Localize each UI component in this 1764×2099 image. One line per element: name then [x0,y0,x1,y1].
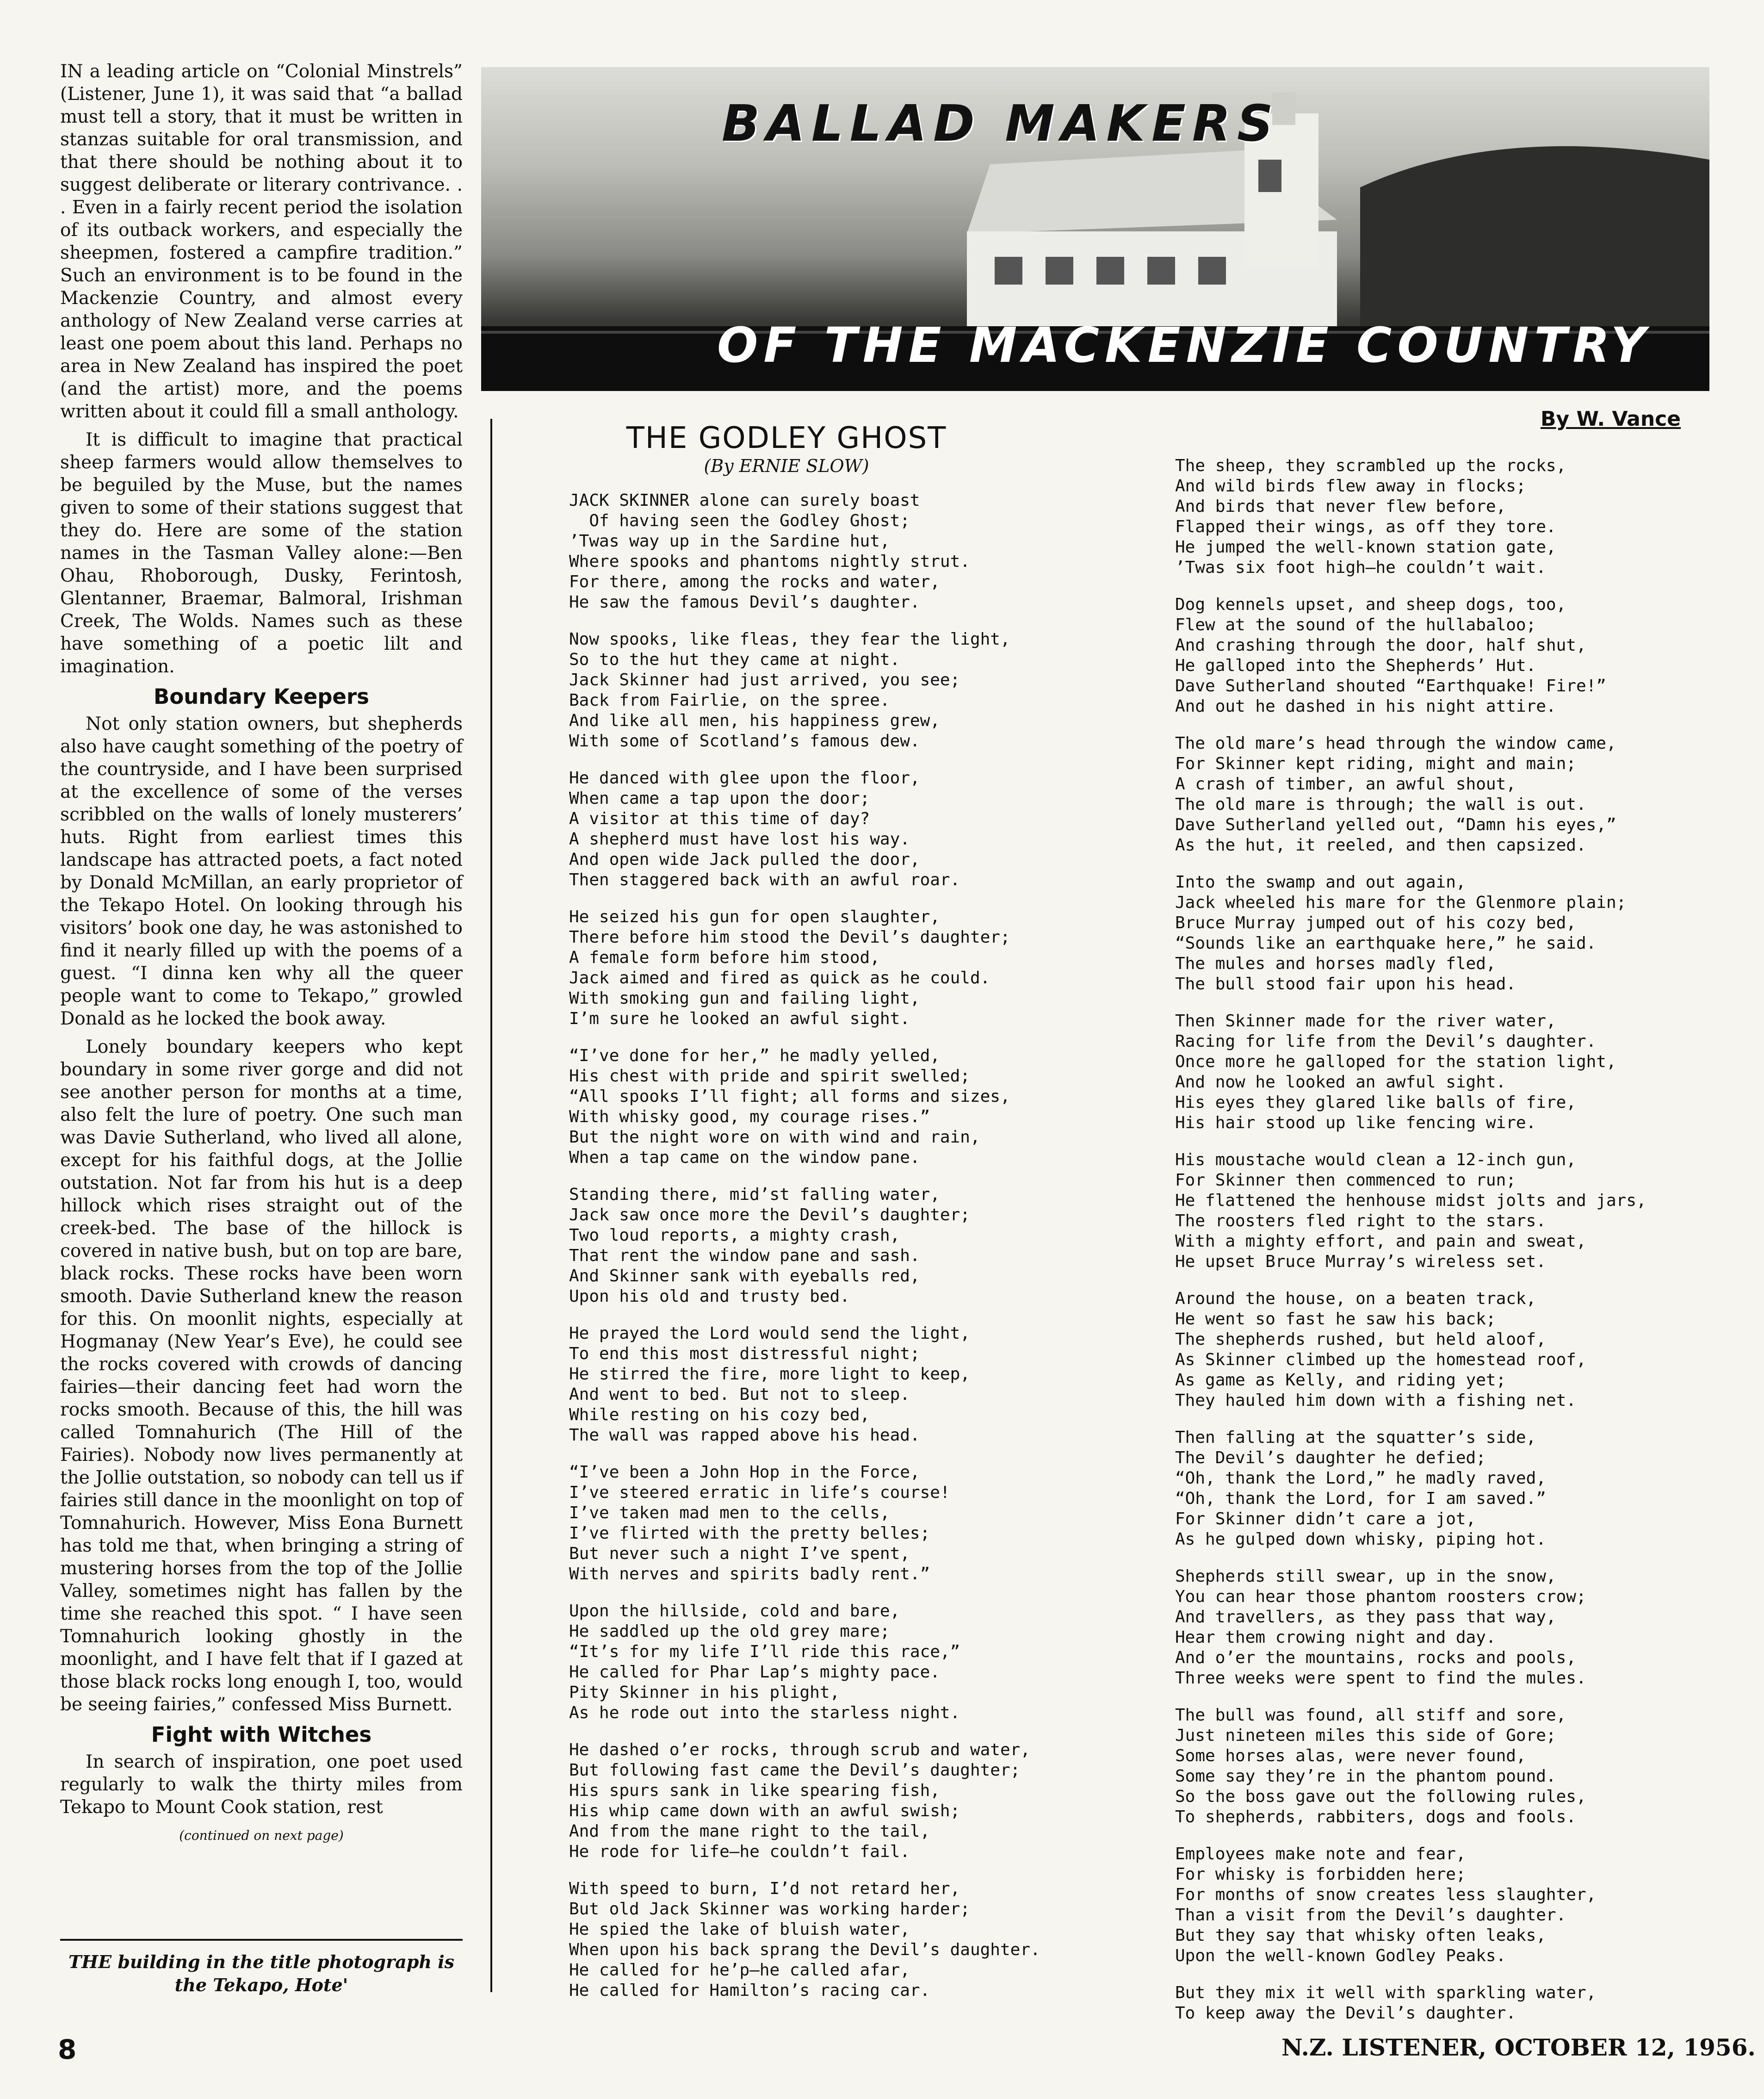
poem-line: Upon the well-known Godley Peaks. [1175,1946,1506,1965]
poem-line: For there, among the rocks and water, [569,572,940,591]
poem-title: THE GODLEY GHOST [626,421,947,455]
poem-stanza [569,1740,1124,1862]
poem-line: But they say that whisky often leaks, [1175,1926,1546,1945]
issue-footer: N.Z. LISTENER, OCTOBER 12, 1956. [1281,2034,1756,2061]
poem-line: But following fast came the Devil’s daughter; [569,1761,1021,1780]
poem-line: You can hear those phantom roosters crow; [1175,1587,1586,1606]
poem-line: The bull stood fair upon his head. [1175,975,1516,994]
poem-line: But never such a night I’ve spent, [569,1544,910,1563]
poem-line: Dave Sutherland shouted “Earthquake! Fire!” [1175,677,1606,696]
poem-line: Shepherds still swear, up in the snow, [1175,1567,1556,1586]
poem-line: I’ve taken mad men to the cells, [569,1503,890,1522]
poem-line: A shepherd must have lost his way. [569,830,910,849]
poem-line: To keep away the Devil’s daughter. [1175,2004,1516,2023]
poem-line: With a mighty effort, and pain and sweat, [1175,1232,1586,1251]
poem-line: And wild birds flew away in flocks; [1175,477,1526,496]
poem-line: For Skinner didn’t care a jot, [1175,1509,1476,1528]
column-divider [490,419,492,1992]
poem-column-2 [1175,456,1744,2040]
poem-line: “I’ve done for her,” he madly yelled, [569,1046,940,1065]
poem-line: For Skinner then commenced to run; [1175,1171,1516,1190]
poem-line: Flew at the sound of the hullabaloo; [1175,615,1536,634]
poem-line: Then falling at the squatter’s side, [1175,1428,1536,1447]
poem-line: Two loud reports, a mighty crash, [569,1226,900,1245]
poem-line: He jumped the well-known station gate, [1175,538,1556,557]
poem-line: But they mix it well with sparkling water, [1175,1983,1597,2002]
poem-line: His spurs sank in like spearing fish, [569,1781,940,1800]
poem-column-1 [569,491,1124,2018]
poem-line: ’Twas way up in the Sardine hut, [569,532,890,551]
poem-line: Dave Sutherland yelled out, “Damn his eyes,” [1175,815,1616,834]
poem-line: He spied the lake of bluish water, [569,1920,910,1939]
poem-line: To shepherds, rabbiters, dogs and fools. [1175,1807,1576,1826]
poem-line: Pity Skinner in his plight, [569,1683,840,1702]
poem-line: And went to bed. But not to sleep. [569,1385,910,1404]
poem-line: The mules and horses madly fled, [1175,954,1496,973]
poem-stanza [1175,1011,1744,1133]
poem-line: Dog kennels upset, and sheep dogs, too, [1175,595,1566,614]
section-boundary-keepers [60,713,463,1716]
poem-line: He saw the famous Devil’s daughter. [569,593,920,612]
poem-line: JACK SKINNER alone can surely boast [569,491,920,510]
poem-line: Bruce Murray jumped out of his cozy bed, [1175,913,1576,932]
poem-line: Standing there, mid’st falling water, [569,1185,940,1204]
poem-line: I’ve flirted with the pretty belles; [569,1524,930,1543]
poem-line: Into the swamp and out again, [1175,873,1466,892]
poem-line: With nerves and spirits badly rent.” [569,1565,930,1584]
poem-line: As game as Kelly, and riding yet; [1175,1371,1506,1390]
poem-line: “All spooks I’ll fight; all forms and sizes, [569,1087,1010,1106]
poem-stanza [1175,1844,1744,1966]
poem-line: A female form before him stood, [569,948,880,967]
poem-stanza [1175,1428,1744,1550]
caption-divider [60,1939,463,1941]
poem-line: Hear them crowing night and day. [1175,1628,1496,1647]
poem-line: ’Twas six foot high—he couldn’t wait. [1175,558,1546,577]
article-intro [60,60,463,678]
poem-stanza [569,1879,1124,2001]
poem-line: The wall was rapped above his head. [569,1426,920,1445]
poem-line: “Sounds like an earthquake here,” he said. [1175,934,1597,953]
poem-line: That rent the window pane and sash. [569,1246,920,1265]
poem-author: (By ERNIE SLOW) [704,456,869,476]
poem-line: There before him stood the Devil’s daughter; [569,928,1010,947]
poem-line: Where spooks and phantoms nightly strut. [569,552,970,571]
section-fight-with-witches [60,1751,463,1819]
poem-line: He called for Hamilton’s racing car. [569,1981,930,2000]
poem-line: Upon the hillside, cold and bare, [569,1602,900,1621]
poem-line: A visitor at this time of day? [569,809,870,828]
poem-line: Jack saw once more the Devil’s daughter; [569,1205,970,1224]
poem-line: When a tap came on the window pane. [569,1148,920,1167]
poem-stanza [1175,1705,1744,1827]
poem-line: He called for Phar Lap’s mighty pace. [569,1663,940,1682]
poem-line: He rode for life—he couldn’t fail. [569,1842,910,1861]
poem-line: The roosters fled right to the stars. [1175,1211,1546,1230]
banner-title-top: BALLAD MAKERS [722,95,1280,153]
poem-line: “I’ve been a John Hop in the Force, [569,1463,920,1482]
poem-line: Some say they’re in the phantom pound. [1175,1767,1556,1786]
poem-line: Than a visit from the Devil’s daughter. [1175,1906,1566,1925]
poem-line: I’m sure he looked an awful sight. [569,1009,910,1028]
article-paragraph: Lonely boundary keepers who kept boundary in some river gorge and did not see another person for months at a time, also felt the lure of poetry. One such man was Davie Sutherland, who lived all alone, except for his faithful dogs, at the Jollie outstation. Not far from his hut is a deep hillock which rises straight out of the creek-bed. The base of the hillock is covered in native bush, but on top are bare, black rocks. These rocks have been worn smooth. Davie Sutherland knew the reason for this. On moonlit nights, especially at Hogmanay (New Year’s Eve), he could see the rocks covered with crowds of dancing fairies—their dancing feet had worn the rocks smooth. Because of this, the hill was called Tomnahurich (The Hill of the Fairies). Nobody now lives permanently at the Jollie outstation, so nobody can tell us if fairies still dance in the moonlight on top of Tomnahurich. However, Miss Eona Burnett has told me that, when bringing a string of mustering horses from the top of the Jollie Valley, sometimes night has fallen by the time she reached this spot. “ I have seen Tomnahurich looking ghostly in the moonlight, and I have felt that if I gazed at those black rocks long enough I, too, would be seeing fairies,” confessed Miss Burnett. [60,1037,463,1715]
poem-line: Racing for life from the Devil’s daughter. [1175,1032,1597,1051]
poem-line: “Oh, thank the Lord,” he madly raved, [1175,1469,1546,1488]
poem-line: For months of snow creates less slaughter, [1175,1885,1597,1904]
poem-line: So the boss gave out the following rules, [1175,1787,1586,1806]
heading-fight-with-witches: Fight with Witches [151,1722,372,1747]
poem-line: And travellers, as they pass that way, [1175,1608,1556,1627]
continued-note: (continued on next page) [179,1828,344,1843]
poem-line: To end this most distressful night; [569,1344,920,1363]
poem-stanza [1175,595,1744,717]
poem-line: Then staggered back with an awful roar. [569,870,960,889]
page-number: 8 [58,2034,77,2065]
poem-line: Some horses alas, were never found, [1175,1746,1526,1765]
poem-line: He flattened the henhouse midst jolts and jars, [1175,1191,1646,1210]
poem-line: As he rode out into the starless night. [569,1703,960,1722]
poem-stanza [1175,1566,1744,1689]
poem-line: A crash of timber, an awful shout, [1175,775,1516,794]
poem-line: He dashed o’er rocks, through scrub and water, [569,1740,1030,1759]
poem-line: He danced with glee upon the floor, [569,769,920,788]
poem-stanza [569,1323,1124,1446]
poem-stanza [569,768,1124,890]
poem-line: Three weeks were spent to find the mules. [1175,1669,1586,1688]
poem-line: The old mare’s head through the window came, [1175,734,1616,753]
poem-line: Just nineteen miles this side of Gore; [1175,1726,1556,1745]
poem-line: The Devil’s daughter he defied; [1175,1448,1486,1467]
poem-stanza [1175,733,1744,856]
poem-stanza [569,491,1124,613]
poem-stanza [569,1462,1124,1584]
poem-line: He saddled up the old grey mare; [569,1622,890,1641]
heading-boundary-keepers: Boundary Keepers [154,684,369,709]
poem-line: I’ve steered erratic in life’s course! [569,1483,950,1502]
poem-line: His moustache would clean a 12-inch gun, [1175,1150,1576,1169]
poem-line: He seized his gun for open slaughter, [569,907,940,926]
poem-line: With speed to burn, I’d not retard her, [569,1879,960,1898]
poem-line: Jack wheeled his mare for the Glenmore plain; [1175,893,1627,912]
poem-line: But the night wore on with wind and rain, [569,1128,980,1147]
poem-stanza [569,1601,1124,1723]
poem-stanza [1175,1289,1744,1411]
article-paragraph: IN a leading article on “Colonial Minstrels” (Listener, June 1), it was said that “a ballad must tell a story, that it must be written in stanzas suitable for oral transmission, and that there should be nothing about it to suggest deliberate or literary contrivance. . . Even in a fairly recent period the isolation of its outback workers, and especially the sheepmen, fostered a campfire tradition.” Such an environment is to be found in the Mackenzie Country, and almost every anthology of New Zealand verse carries at least one poem about this land. Perhaps no area in New Zealand has inspired the poet (and the artist) more, and the poems written about it could fill a small anthology. [60,61,463,422]
poem-line: He went so fast he saw his back; [1175,1310,1496,1329]
poem-line: The old mare is through; the wall is out. [1175,795,1586,814]
poem-line: For whisky is forbidden here; [1175,1865,1466,1884]
poem-line: And open wide Jack pulled the door, [569,850,920,869]
poem-line: He stirred the fire, more light to keep, [569,1365,970,1384]
poem-line: He called for he’p—he called afar, [569,1961,910,1980]
poem-line: His chest with pride and spirit swelled; [569,1067,970,1086]
poem-line: And like all men, his happiness grew, [569,711,940,730]
poem-stanza [569,629,1124,751]
poem-line: While resting on his cozy bed, [569,1405,870,1424]
poem-stanza [569,1185,1124,1307]
poem-line: Now spooks, like fleas, they fear the light, [569,630,1010,649]
byline: By W. Vance [1541,407,1681,431]
poem-line: “Oh, thank the Lord, for I am saved.” [1175,1489,1546,1508]
article-column [60,60,463,1847]
poem-line: His eyes they glared like balls of fire, [1175,1093,1576,1112]
photo-caption: THE building in the title photograph is the Tekapo, Hote' [68,1951,455,1995]
poem-line: But old Jack Skinner was working harder; [569,1900,970,1919]
poem-line: And out he dashed in his night attire. [1175,697,1556,716]
poem-line: His hair stood up like fencing wire. [1175,1113,1536,1132]
poem-line: Of having seen the Godley Ghost; [569,511,910,530]
poem-line: He prayed the Lord would send the light, [569,1324,970,1343]
poem-line: He galloped into the Shepherds’ Hut. [1175,656,1536,675]
poem-line: Upon his old and trusty bed. [569,1287,850,1306]
poem-stanza [1175,456,1744,578]
banner-title-bottom: OF THE MACKENZIE COUNTRY [717,317,1652,373]
poem-line: Flapped their wings, as off they tore. [1175,517,1556,536]
poem-line: His whip came down with an awful swish; [569,1801,960,1820]
article-paragraph: Not only station owners, but shepherds also have caught something of the poetry of the countryside, and I have been surprised at the excellence of some of the verses scribbled on the walls of lonely musterers’ huts. Right from earliest times this landscape has attracted poets, a fact noted by Donald McMillan, an early proprietor of the Tekapo Hotel. On looking through his visitors’ book one day, he was astonished to find it nearly filled up with the poems of a guest. “I dinna ken why all the queer people want to come to Tekapo,” growled Donald as he locked the book away. [60,714,463,1029]
poem-stanza [1175,872,1744,994]
poem-line: Back from Fairlie, on the spree. [569,691,890,710]
poem-line: When upon his back sprang the Devil’s daughter. [569,1940,1040,1959]
poem-line: The bull was found, all stiff and sore, [1175,1706,1566,1725]
poem-line: With smoking gun and failing light, [569,989,920,1008]
poem-line: When came a tap upon the door; [569,789,870,808]
poem-line: As the hut, it reeled, and then capsized. [1175,836,1586,855]
poem-line: The sheep, they scrambled up the rocks, [1175,456,1566,475]
poem-line: With some of Scotland’s famous dew. [569,732,920,751]
poem-line: For Skinner kept riding, might and main; [1175,754,1576,773]
poem-line: And birds that never flew before, [1175,497,1506,516]
poem-line: And o’er the mountains, rocks and pools, [1175,1648,1576,1667]
poem-stanza [569,1046,1124,1168]
poem-stanza [569,907,1124,1029]
poem-line: And now he looked an awful sight. [1175,1073,1506,1092]
poem-line: And crashing through the door, half shut, [1175,636,1586,655]
poem-line: Jack aimed and fired as quick as he could. [569,969,990,987]
poem-line: “It’s for my life I’ll ride this race,” [569,1642,960,1661]
poem-line: Then Skinner made for the river water, [1175,1012,1556,1031]
title-photograph [481,67,1709,391]
poem-line: And from the mane right to the tail, [569,1822,930,1841]
poem-line: So to the hut they came at night. [569,650,900,669]
poem-line: Around the house, on a beaten track, [1175,1289,1536,1308]
poem-line: Employees make note and fear, [1175,1844,1466,1863]
article-paragraph: It is difficult to imagine that practical sheep farmers would allow themselves to be beguiled by the Muse, but the names given to some of their stations suggest that they do. Here are some of the station names in the Tasman Valley alone:—Ben Ohau, Rhoborough, Dusky, Ferintosh, Glentanner, Braemar, Balmoral, Irishman Creek, The Wolds. Names such as these have something of a poetic lilt and imagination. [60,429,463,677]
poem-stanza [1175,1983,1744,2024]
poem-line: They hauled him down with a fishing net. [1175,1391,1576,1410]
poem-line: With whisky good, my courage rises.” [569,1107,930,1126]
poem-line: As he gulped down whisky, piping hot. [1175,1530,1546,1549]
poem-line: He upset Bruce Murray’s wireless set. [1175,1252,1546,1271]
poem-line: And Skinner sank with eyeballs red, [569,1267,920,1285]
poem-stanza [1175,1150,1744,1272]
poem-line: Once more he galloped for the station light, [1175,1052,1616,1071]
poem-line: As Skinner climbed up the homestead roof, [1175,1350,1586,1369]
article-paragraph: In search of inspiration, one poet used regularly to walk the thirty miles from Tekapo to Mount Cook station, rest [60,1751,463,1818]
poem-line: The shepherds rushed, but held aloof, [1175,1330,1546,1349]
poem-line: Jack Skinner had just arrived, you see; [569,671,960,689]
